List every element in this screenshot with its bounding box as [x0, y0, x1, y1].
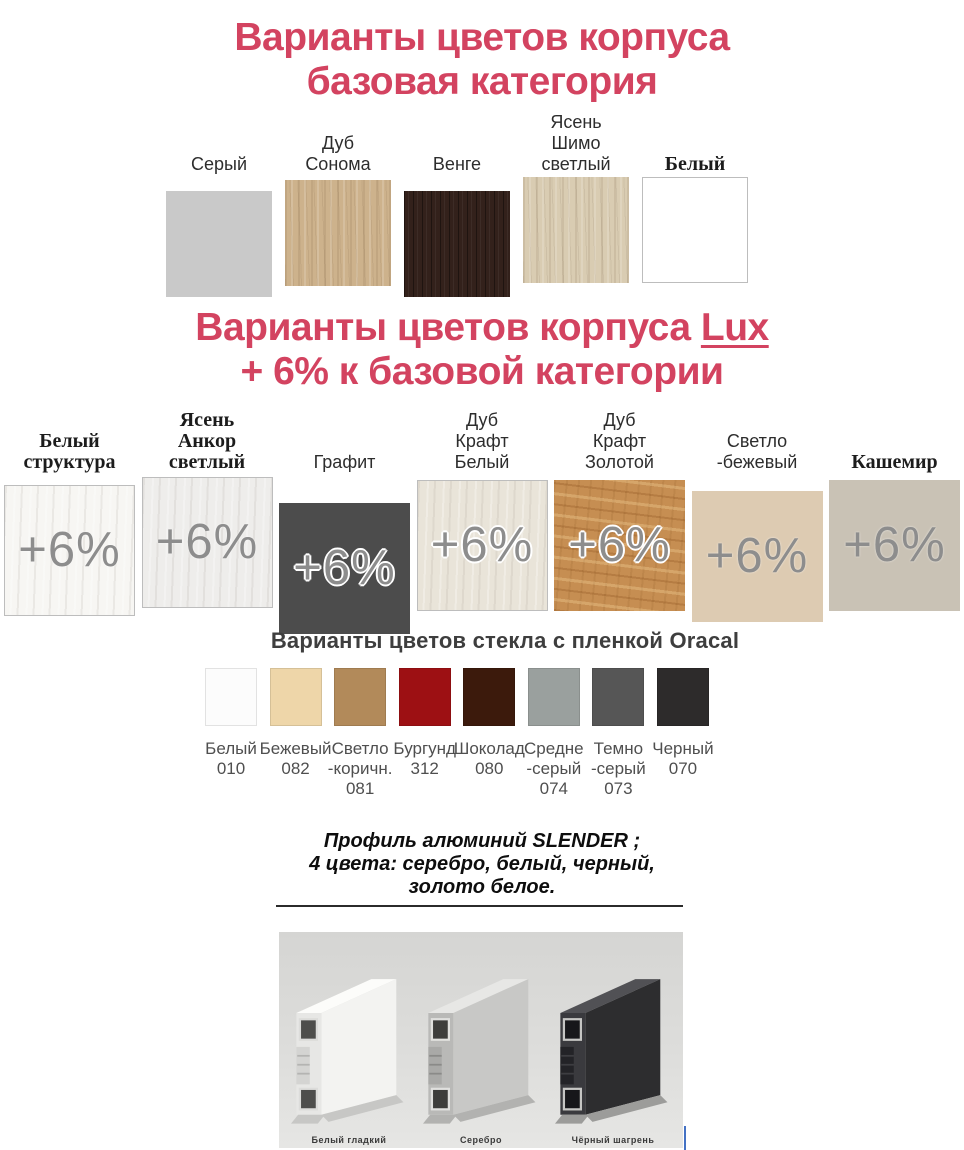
swatch-cell-cashmere: [829, 405, 960, 634]
color-swatch-white-structure: [4, 485, 135, 616]
swatch-cell-oak-craft-gold: [554, 405, 685, 634]
surcharge-label: +6%: [705, 529, 809, 583]
swatch-cell-oak-sonoma: [285, 125, 391, 297]
swatch-cell-white: [642, 125, 748, 297]
oracal-label: Средне -серый 074: [524, 739, 584, 798]
profile-note-line2: 4 цвета: серебро, белый, черный,: [309, 853, 655, 875]
title-lux-word: Lux: [700, 306, 769, 349]
color-swatch-oak-craft-gold: [554, 480, 685, 611]
oracal-swatch-white-010: [205, 668, 257, 726]
color-swatch-light-beige: [692, 491, 823, 622]
oracal-swatch-chocolate-080: [463, 668, 515, 726]
color-swatch-white: [642, 177, 748, 283]
oracal-swatch-burgundy-312: [399, 668, 451, 726]
swatch-cell-gray: [166, 125, 272, 297]
swatch-label: Белый: [664, 153, 726, 175]
profile-label-white: Белый гладкий: [311, 1135, 387, 1145]
swatch-label: Белый структура: [23, 430, 116, 473]
swatch-cell-light-beige: [692, 405, 823, 634]
swatch-cell-oak-craft-white: [417, 405, 548, 634]
profile-note-line1: Профиль алюминий SLENDER ;: [323, 830, 641, 852]
profile-note-line3: золото белое.: [408, 876, 556, 898]
title-lux-line2: + 6% к базовой категории: [240, 350, 724, 393]
profile-figure-silver: [417, 958, 545, 1145]
oracal-label: Бургунд 312: [393, 739, 456, 778]
title-base-category: [0, 16, 964, 104]
color-swatch-gray: [166, 191, 272, 297]
lux-swatch-row: [4, 405, 960, 634]
swatch-label: Дуб Крафт Золотой: [585, 410, 654, 472]
color-swatch-oak-sonoma: [285, 180, 391, 286]
surcharge-label: +6%: [293, 541, 396, 595]
oracal-label: Светло -коричн. 081: [327, 739, 393, 798]
oracal-label: Белый 010: [205, 739, 257, 778]
swatch-cell-wenge: [404, 125, 510, 297]
profile-label-black: Чёрный шагрень: [571, 1135, 655, 1145]
aluminum-profile-black-image: [555, 958, 671, 1134]
oracal-swatch-row: [205, 668, 714, 799]
oracal-swatch-midgray-074: [528, 668, 580, 726]
aluminum-profile-white-image: [291, 958, 407, 1134]
surcharge-label: +6%: [568, 518, 671, 572]
oracal-label: Бежевый 082: [259, 739, 332, 778]
surcharge-label: +6%: [155, 515, 259, 569]
surcharge-label: +6%: [843, 518, 946, 572]
surcharge-label: +6%: [430, 518, 534, 572]
swatch-cell-ash-anchor: [142, 405, 273, 634]
profile-label-silver: Серебро: [460, 1135, 502, 1145]
oracal-cell-beige-082: [259, 668, 332, 799]
oracal-cell-midgray-074: [524, 668, 584, 799]
color-swatch-ash-shimo: [523, 177, 629, 283]
title-lux-prefix: Варианты цветов корпуса: [195, 306, 701, 349]
oracal-label: Темно -серый 073: [590, 739, 646, 798]
oracal-cell-lightbrown-081: [327, 668, 393, 799]
profile-figure-black: [549, 958, 677, 1145]
swatch-label: Кашемир: [851, 451, 938, 473]
oracal-cell-darkgray-073: [592, 668, 644, 799]
divider-line: [276, 905, 683, 907]
oracal-section-title: Варианты цветов стекла с пленкой Oracal: [270, 628, 740, 653]
color-swatch-oak-craft-white: [417, 480, 548, 611]
swatch-label: Дуб Сонома: [305, 133, 371, 174]
oracal-label: Шоколад 080: [453, 739, 525, 778]
oracal-cell-black-070: [652, 668, 714, 799]
surcharge-label: +6%: [18, 523, 121, 577]
swatch-label: Ясень Шимо светлый: [541, 112, 611, 174]
swatch-label: Светло -бежевый: [716, 431, 798, 472]
oracal-swatch-darkgray-073: [592, 668, 644, 726]
swatch-label: Дуб Крафт Белый: [454, 410, 510, 472]
profile-note: [0, 830, 964, 899]
swatch-cell-white-structure: [4, 405, 135, 634]
oracal-swatch-black-070: [657, 668, 709, 726]
swatch-label: Ясень Анкор светлый: [168, 409, 246, 473]
color-swatch-graphite: [279, 503, 410, 634]
aluminum-profile-silver-image: [423, 958, 539, 1134]
swatch-cell-graphite: [279, 405, 410, 634]
oracal-swatch-lightbrown-081: [334, 668, 386, 726]
profile-figure-white: [285, 958, 413, 1145]
oracal-label: Черный 070: [652, 739, 714, 778]
oracal-cell-burgundy-312: [393, 668, 456, 799]
color-swatch-cashmere: [829, 480, 960, 611]
oracal-swatch-beige-082: [270, 668, 322, 726]
swatch-label: Графит: [313, 452, 376, 472]
swatch-label: Серый: [190, 154, 247, 174]
title-base-line2: базовая категория: [306, 60, 658, 103]
oracal-cell-white-010: [205, 668, 257, 799]
profile-photo-panel: [279, 932, 683, 1148]
base-swatch-row: [166, 112, 748, 297]
title-base-line1: Варианты цветов корпуса: [234, 16, 730, 59]
swatch-cell-ash-shimo: [523, 112, 629, 297]
text-cursor-artifact: [684, 1126, 686, 1150]
title-lux-line1: [0, 306, 964, 350]
title-lux-category: [0, 306, 964, 394]
color-swatch-wenge: [404, 191, 510, 297]
swatch-label: Венге: [432, 154, 482, 174]
oracal-cell-chocolate-080: [453, 668, 525, 799]
color-swatch-ash-anchor: [142, 477, 273, 608]
